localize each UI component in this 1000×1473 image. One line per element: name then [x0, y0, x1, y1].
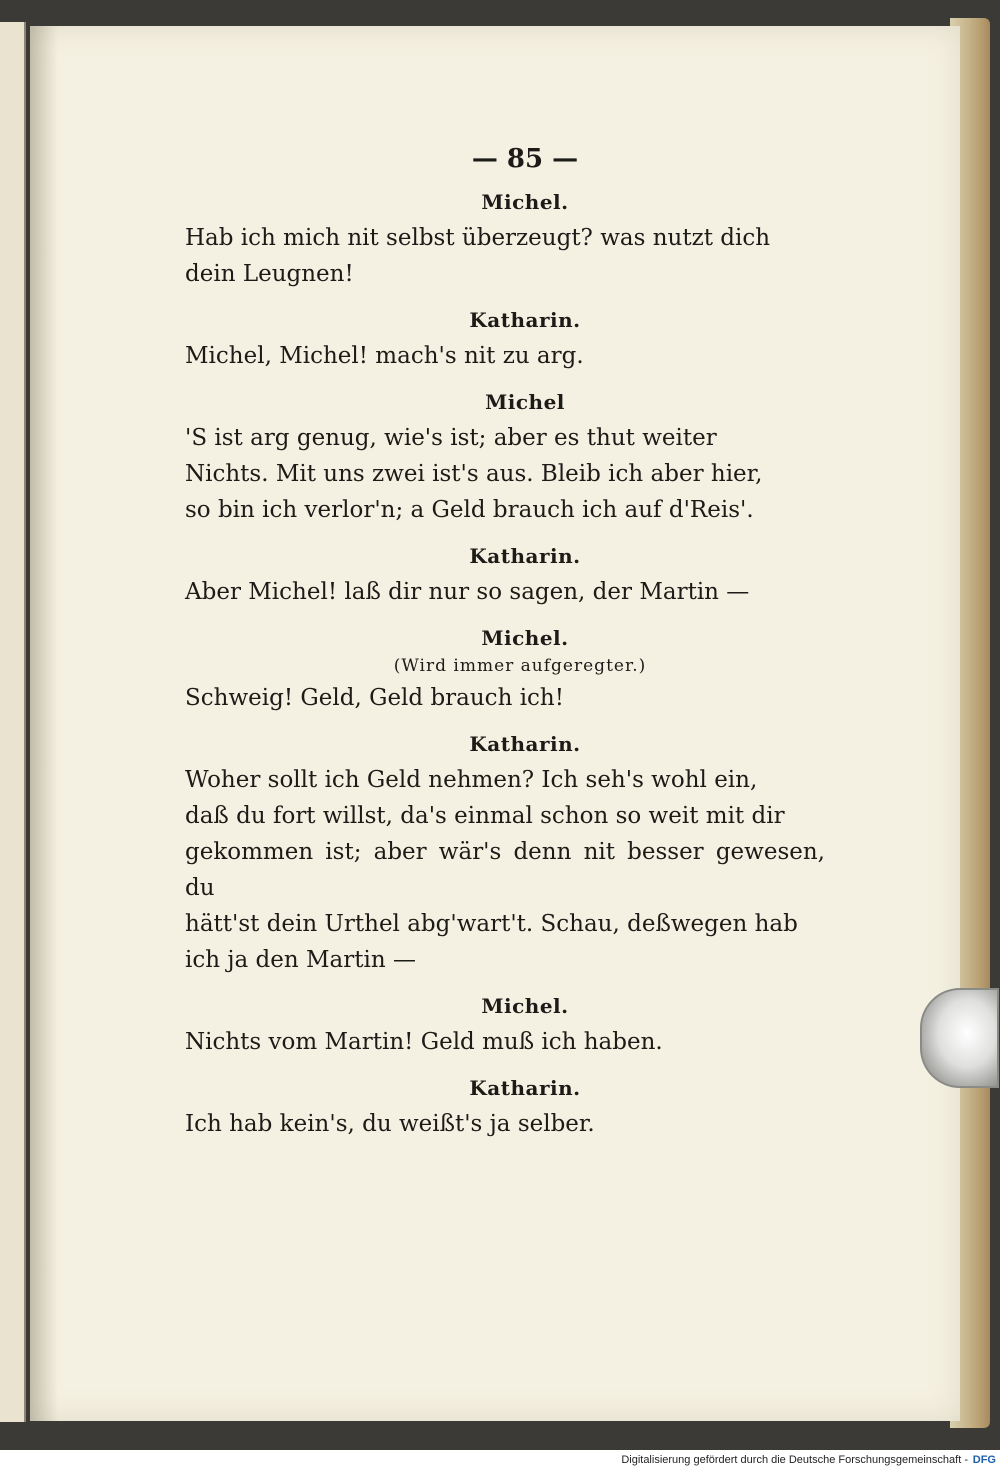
dialogue-line: Ich hab kein's, du weißt's ja selber. — [185, 1111, 595, 1137]
dialogue-line: daß du fort willst, da's einmal schon so weit mit dir — [185, 803, 785, 829]
page-number: — 85 — — [471, 144, 579, 174]
stage-direction: (Wird immer aufgeregter.) — [393, 656, 647, 676]
page-text — [185, 144, 825, 1142]
footer-bar — [0, 1450, 1000, 1473]
dialogue-line: hätt'st dein Urthel abg'wart't. Schau, deßwegen hab — [185, 911, 798, 937]
dialogue-line: Aber Michel! laß dir nur so sagen, der Martin — — [185, 579, 750, 605]
gutter-shadow — [30, 26, 58, 1421]
dialogue-line: ich ja den Martin — — [185, 947, 416, 973]
dfg-logo: DFG — [972, 1454, 996, 1466]
speaker-name: Katharin. — [469, 732, 581, 756]
dialogue-line: dein Leugnen! — [185, 261, 354, 287]
dialogue-line: Nichts vom Martin! Geld muß ich haben. — [185, 1029, 663, 1055]
footer-credit: Digitalisierung gefördert durch die Deutsche Forschungsgemeinschaft - — [621, 1454, 968, 1466]
book-page — [30, 26, 960, 1421]
facing-page-edge — [0, 22, 26, 1422]
dialogue-line: Michel, Michel! mach's nit zu arg. — [185, 343, 584, 369]
speaker-name: Michel. — [481, 190, 569, 214]
page-clip — [920, 988, 999, 1088]
dialogue-line: Nichts. Mit uns zwei ist's aus. Bleib ich aber hier, — [185, 461, 763, 487]
speaker-name: Michel — [485, 390, 565, 414]
dialogue-line: Schweig! Geld, Geld brauch ich! — [185, 685, 564, 711]
speaker-name: Michel. — [481, 994, 569, 1018]
dialogue-line: gekommen ist; aber wär's denn nit besser gewesen, du — [185, 839, 825, 901]
dialogue-line: Hab ich mich nit selbst überzeugt? was nutzt dich — [185, 225, 771, 251]
dialogue-line: so bin ich verlor'n; a Geld brauch ich auf d'Reis'. — [185, 497, 754, 523]
dialogue-line: Woher sollt ich Geld nehmen? Ich seh's wohl ein, — [185, 767, 758, 793]
speaker-name: Katharin. — [469, 544, 581, 568]
speaker-name: Michel. — [481, 626, 569, 650]
speaker-name: Katharin. — [469, 308, 581, 332]
speaker-name: Katharin. — [469, 1076, 581, 1100]
dialogue-line: 'S ist arg genug, wie's ist; aber es thut weiter — [185, 425, 717, 451]
